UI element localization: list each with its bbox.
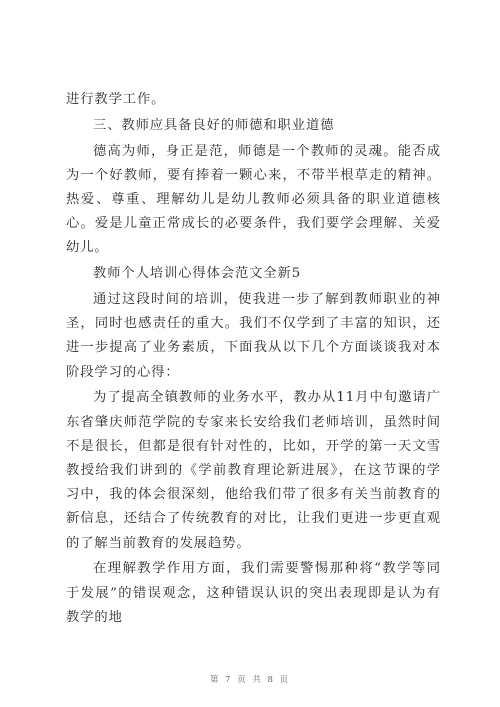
paragraph-continuation: 进行教学工作。 (66, 92, 166, 107)
document-body (66, 88, 441, 632)
paragraph-teacher-ethics: 德高为师，身正是范，师德是一个教师的灵魂。能否成为一个好教师，要有捧着一颗心来，不带半根草走的精神。热爱、尊重、理解幼儿是幼儿教师必须具备的职业道德核心。爱是儿童正常成长的必要条件，我们要学会理解、关爱幼儿。 (66, 143, 441, 256)
paragraph-teaching-role: 在理解教学作用方面，我们需要警惕那种将“教学等同于发展”的错误观念，这种错误认识的突出表现即是认为有教学的地 (66, 561, 441, 625)
page-number-footer: 第 7 页 共 8 页 (209, 675, 291, 685)
paragraph-training-intro: 通过这段时间的培训，使我进一步了解到教师职业的神圣，同时也感责任的重大。我们不仅学到了丰富的知识，还进一步提高了业务素质，下面我从以下几个方面谈谈我对本阶段学习的心得： (66, 292, 441, 380)
section-heading-teacher-ethics: 三、教师应具备良好的师德和职业道德 (93, 117, 335, 133)
paragraph-training-details: 为了提高全镇教师的业务水平，教办从11月中旬邀请广东省肇庆师范学院的专家来长安给我们老师培训，虽然时间不是很长，但都是很有针对性的，比如，开学的第一天文雪教授给我们讲到的《学前教育理论新进展》，在这节课的学习中，我的体会很深刻，他给我们带了很多有关当前教育的新信息，还结合了传统教育的对比，让我们更进一步更直观的了解当前教育的发展趋势。 (66, 390, 441, 551)
article-title: 教师个人培训心得体会范文全新5 (93, 266, 302, 282)
